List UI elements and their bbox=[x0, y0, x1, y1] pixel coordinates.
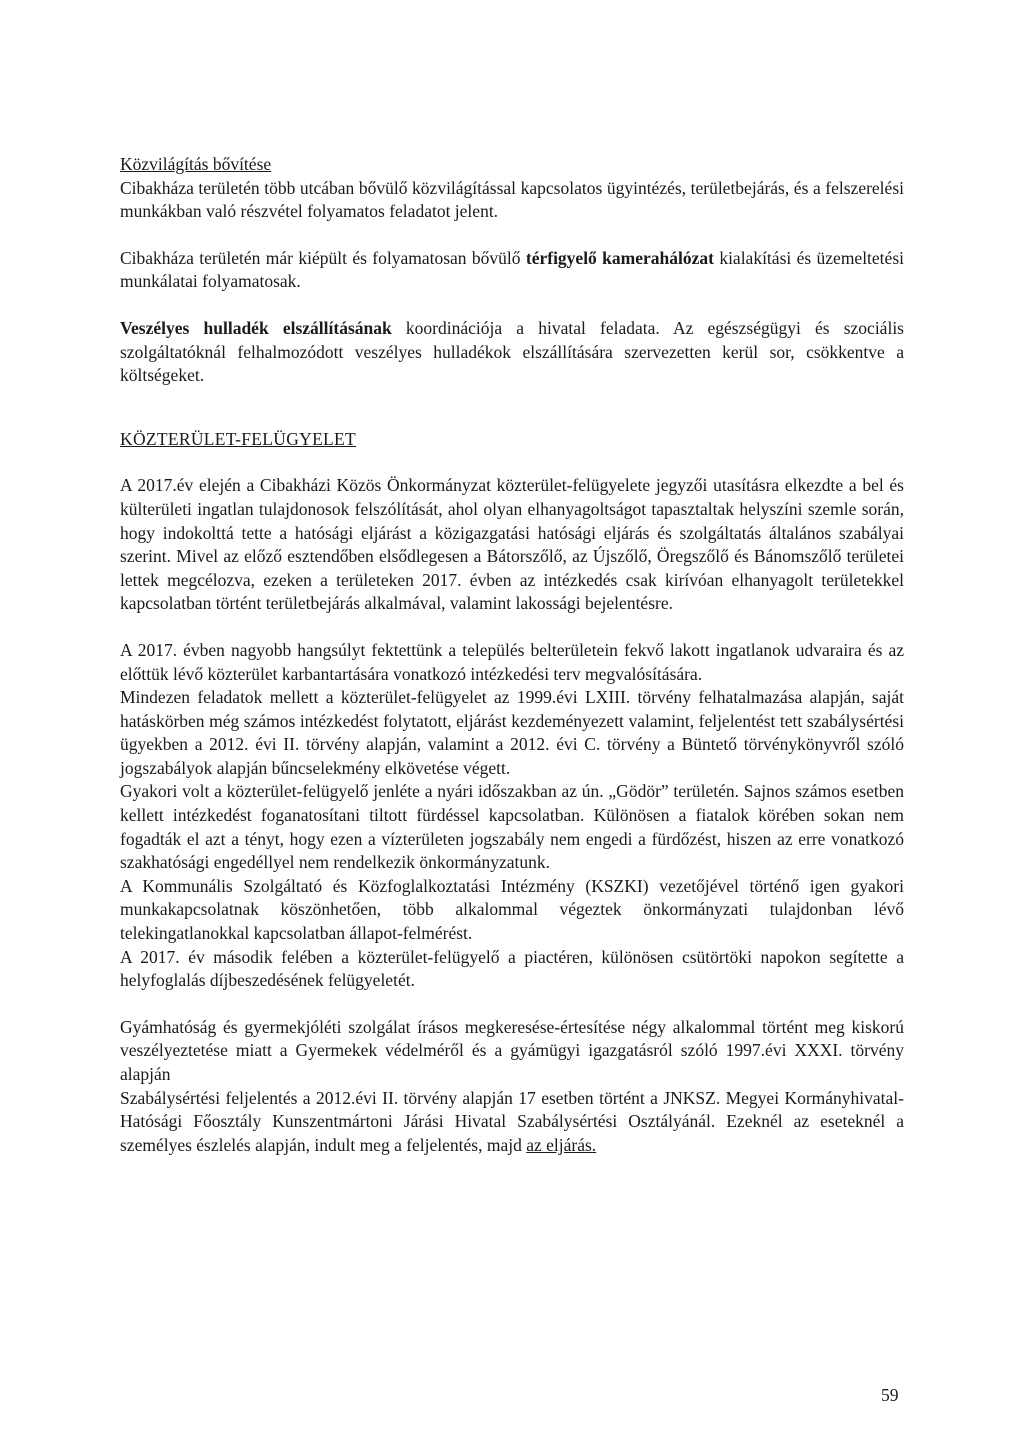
paragraph-piacter: A 2017. év második felében a közterület-felügyelő a piactéren, különösen csütörtöki napokon segítette a helyfoglalás díjbeszedésének felügyeletét. bbox=[120, 946, 904, 991]
paragraph-godor: Gyakori volt a közterület-felügyelő jenléte a nyári időszakban az ún. „Gödör” területén. Sajnos számos esetben kellett intézkedést foganatosítani tiltott fürdéssel kapcsolatban. Különösen a fiatalok körében sokan nem fogadták el azt a tényt, hogy ezen a vízterületen jogszabály nem engedi a fürdőzést, hiszen az erre vonatkozó szakhatósági engedéllyel nem rendelkezik önkormányzatunk. bbox=[120, 781, 904, 873]
paragraph-kamerahalozat-text: Cibakháza területén már kiépült és folyamatosan bővülő bbox=[120, 247, 526, 268]
underlined-eljaras: az eljárás. bbox=[526, 1134, 597, 1155]
section-heading-kozvilagitas: Közvilágítás bővítése bbox=[120, 154, 272, 174]
paragraph-szabalysertes-text: Szabálysértési feljelentés a 2012.évi II. törvény alapján 17 esetben történt a JNKSZ. Megyei Kormányhivatal- Hatósági Főosztály Kunszentmártoni Járási Hivatal Szabálysértési Osztályánál. Ezeknél az eseteknél a személyes észlelés alapján, indult meg a feljelentés, majd bbox=[120, 1087, 904, 1155]
paragraph-kszki: A Kommunális Szolgáltató és Közfoglalkoztatási Intézmény (KSZKI) vezetőjével történő igen gyakori munkakapcsolatnak köszönhetően, több alkalommal végeztek önkormányzati tulajdonban lévő telekingatlanokkal kapcsolatban állapot-felmérést. bbox=[120, 875, 904, 944]
paragraph-2017-eleje: A 2017.év elején a Cibakházi Közös Önkormányzat közterület-felügyelete jegyzői utasításra elkezdte a bel és külterületi ingatlan tulajdonosok felszólítását, ahol olyan elhanyagoltságot tapasztaltak helyszíni szemle során, hogy indokolttá tette a hatósági eljárást a közigazgatási hatósági eljárás és szolgáltatás általános szabályai szerint. Mivel az előző esztendőben elsődlegesen a Bátorszőlő, az Újszőlő, Öregszőlő és Bánomszőlő területei lettek megcélozva, ezeken a területeken 2017. évben az intézkedés csak kirívóan elhanyagolt területekkel kapcsolatban történt területbejárás alkalmával, valamint lakossági bejelentésre. bbox=[120, 475, 904, 614]
page-number: 59 bbox=[881, 1385, 899, 1405]
paragraph-veszelyes-hulladek-text: koordinációja a hivatal feladata. Az egészségügyi és szociális szolgáltatóknál felhalmozódott veszélyes hulladékok elszállítására szervezetten kerül sor, csökkentve a költségeket. bbox=[120, 317, 904, 386]
paragraph-veszelyes-hulladek bbox=[120, 317, 904, 388]
document-page bbox=[120, 153, 904, 1157]
paragraph-torveny: Mindezen feladatok mellett a közterület-felügyelet az 1999.évi LXIII. törvény felhatalmazása alapján, saját hatáskörben még számos intézkedést folytatott, eljárást kezdeményezett valamint, feljelentést tett szabálysértési ügyekben a 2012. évi II. törvény alapján, valamint a 2012. évi C. törvény a Büntető törvénykönyvről szóló jogszabályok alapján bűncselekmény elkövetése végett. bbox=[120, 687, 904, 778]
bold-kamerahalozat: térfigyelő kamerahálózat bbox=[525, 247, 714, 268]
paragraph-szabalysertes bbox=[120, 1087, 904, 1158]
paragraph-kozvilagitas: Cibakháza területén több utcában bővülő közvilágítással kapcsolatos ügyintézés, területbejárás, és a felszerelési munkákban való részvétel folyamatos feladatot jelent. bbox=[120, 177, 904, 222]
paragraph-kamerahalozat bbox=[120, 247, 904, 294]
paragraph-gyamhatosag: Gyámhatóság és gyermekjóléti szolgálat írásos megkeresése-értesítése négy alkalommal történt meg kiskorú veszélyeztetése miatt a Gyermekek védelméről és a gyámügyi igazgatásról szóló 1997.évi XXXI. törvény alapján bbox=[120, 1016, 904, 1084]
bold-veszelyes-hulladek: Veszélyes hulladék elszállításának bbox=[120, 317, 392, 338]
section-title-kozterulet: KÖZTERÜLET-FELÜGYELET bbox=[120, 428, 357, 449]
paragraph-hangsuly: A 2017. évben nagyobb hangsúlyt fektettünk a település belterületein fekvő lakott ingatlanok udvaraira és az előttük lévő közterület karbantartására vonatkozó intézkedési terv megvalósítására. bbox=[120, 639, 904, 684]
paragraph-kamerahalozat-text-end: kialakítási és üzemeltetési munkálatai folyamatosak. bbox=[120, 247, 904, 292]
